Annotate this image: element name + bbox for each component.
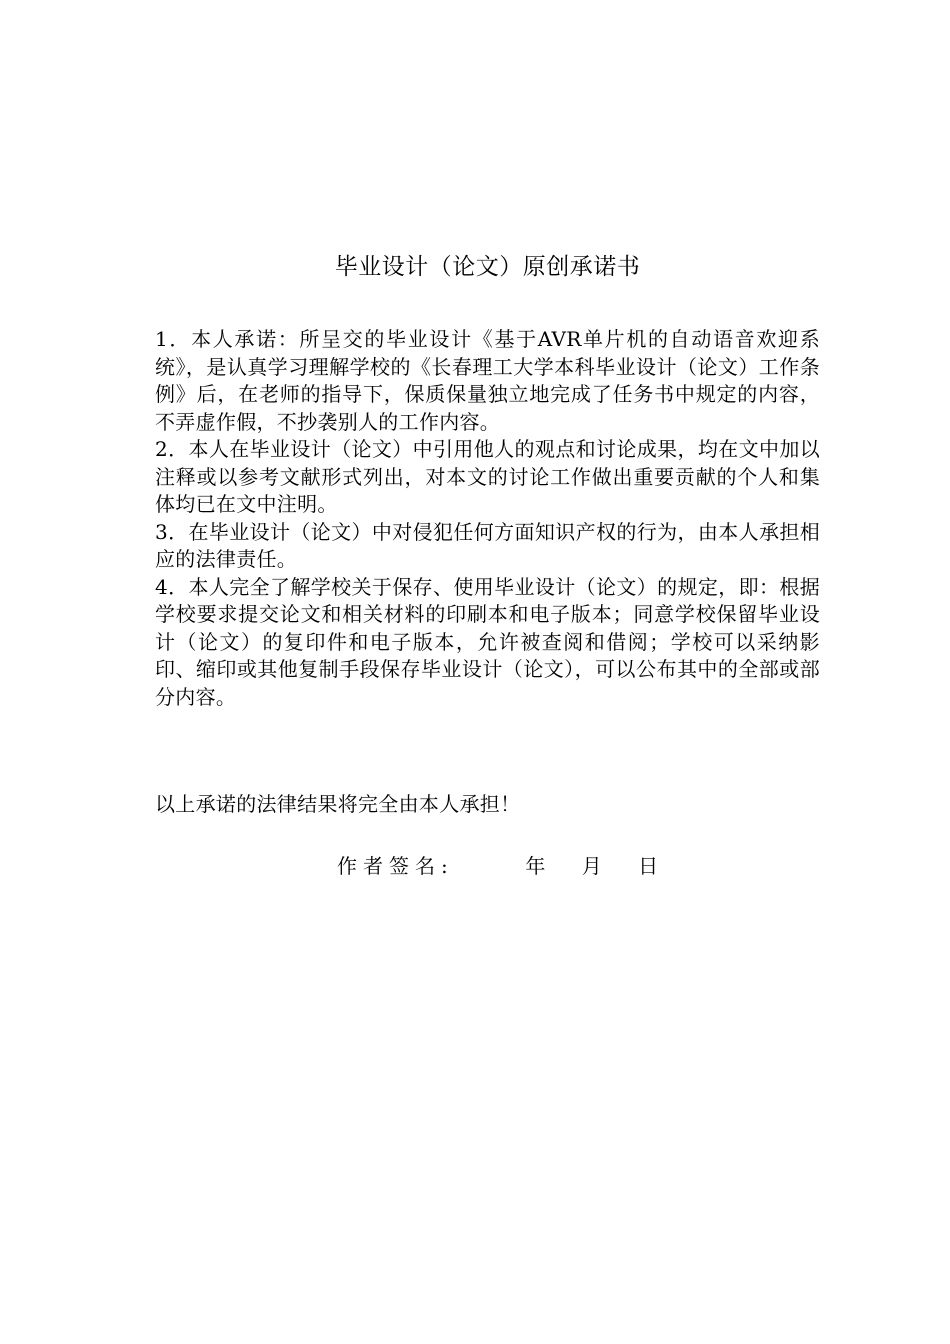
clause-1: 1．本人承诺：所呈交的毕业设计《基于AVR单片机的自动语音欢迎系统》，是认真学习理解学校的《长春理工大学本科毕业设计（论文）工作条例》后，在老师的指导下，保质保量独立地完成了任务书中规定的内容，不弄虚作假，不抄袭别人的工作内容。 [155, 327, 820, 434]
date-year-label: 年 [525, 854, 546, 878]
signature-row [337, 852, 658, 880]
date-month-label: 月 [581, 854, 602, 878]
clause-2: 2．本人在毕业设计（论文）中引用他人的观点和讨论成果，均在文中加以注释或以参考文献形式列出，对本文的讨论工作做出重要贡献的个人和集体均已在文中注明。 [155, 437, 820, 516]
signature-label: 作者签名: [337, 854, 454, 878]
clause-3: 3．在毕业设计（论文）中对侵犯任何方面知识产权的行为，由本人承担相应的法律责任。 [155, 519, 820, 571]
closing-statement: 以上承诺的法律结果将完全由本人承担！ [155, 792, 521, 816]
date-day-label: 日 [638, 854, 659, 878]
clause-4: 4．本人完全了解学校关于保存、使用毕业设计（论文）的规定，即：根据学校要求提交论文和相关材料的印刷本和电子版本；同意学校保留毕业设计（论文）的复印件和电子版本，允许被查阅和借阅；学校可以采纳影印、缩印或其他复制手段保存毕业设计（论文），可以公布其中的全部或部分内容。 [155, 574, 820, 709]
document-title: 毕业设计（论文）原创承诺书 [334, 254, 641, 280]
commitment-clauses [155, 326, 820, 711]
